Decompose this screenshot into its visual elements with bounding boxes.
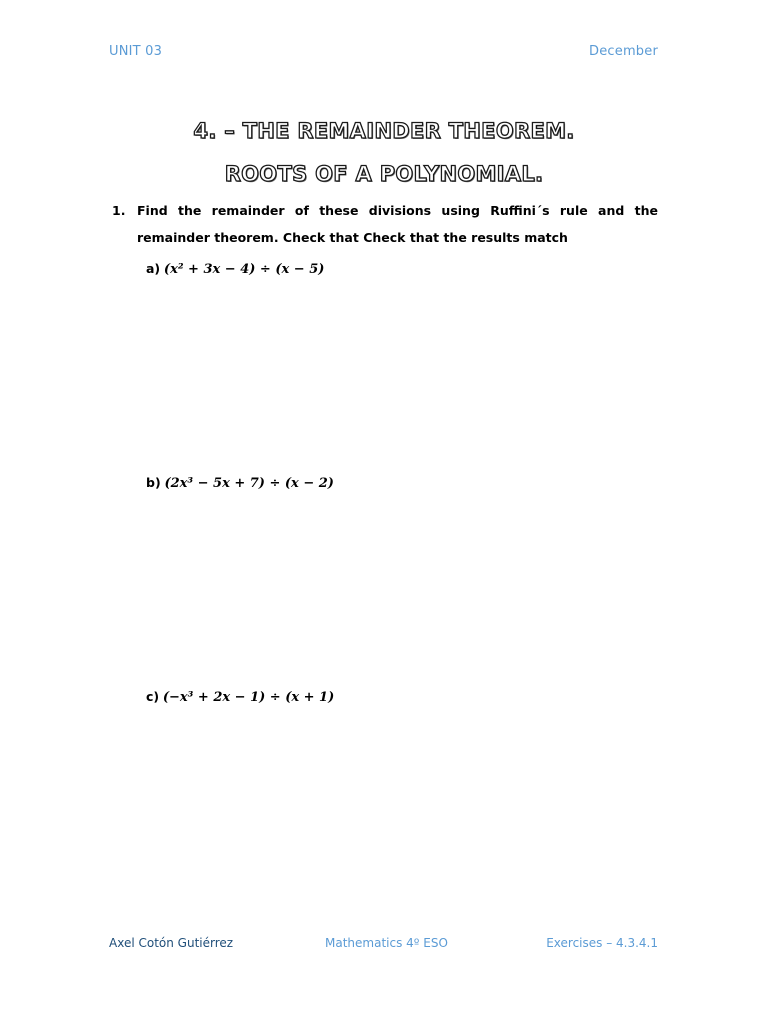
exercise-instructions: Find the remainder of these divisions using Ruffini´s rule and the remainder theorem. Check that Check that the results match <box>137 203 658 245</box>
footer-exercise-ref: Exercises – 4.3.4.1 <box>546 936 658 950</box>
item-label: b) <box>146 475 161 490</box>
title-line-2: ROOTS OF A POLYNOMIAL. <box>224 162 544 186</box>
exercise-number: 1. <box>112 203 126 218</box>
footer-course: Mathematics 4º ESO <box>325 936 448 950</box>
item-expression: (2x³ − 5x + 7) ÷ (x − 2) <box>164 476 334 491</box>
title-line-1: 4. – THE REMAINDER THEOREM. <box>193 119 575 143</box>
item-expression: (x² + 3x − 4) ÷ (x − 5) <box>163 262 325 277</box>
item-expression: (−x³ + 2x − 1) ÷ (x + 1) <box>162 690 335 705</box>
header-month: December <box>588 44 658 59</box>
footer-author: Axel Cotón Gutiérrez <box>109 936 234 950</box>
page-title <box>0 110 768 196</box>
exercise-item-c <box>146 689 334 705</box>
header-unit: UNIT 03 <box>109 44 163 59</box>
exercise-item-a <box>146 261 324 277</box>
item-label: c) <box>146 689 160 704</box>
exercise-1 <box>112 197 658 251</box>
exercise-item-b <box>146 475 334 491</box>
item-label: a) <box>146 261 161 276</box>
